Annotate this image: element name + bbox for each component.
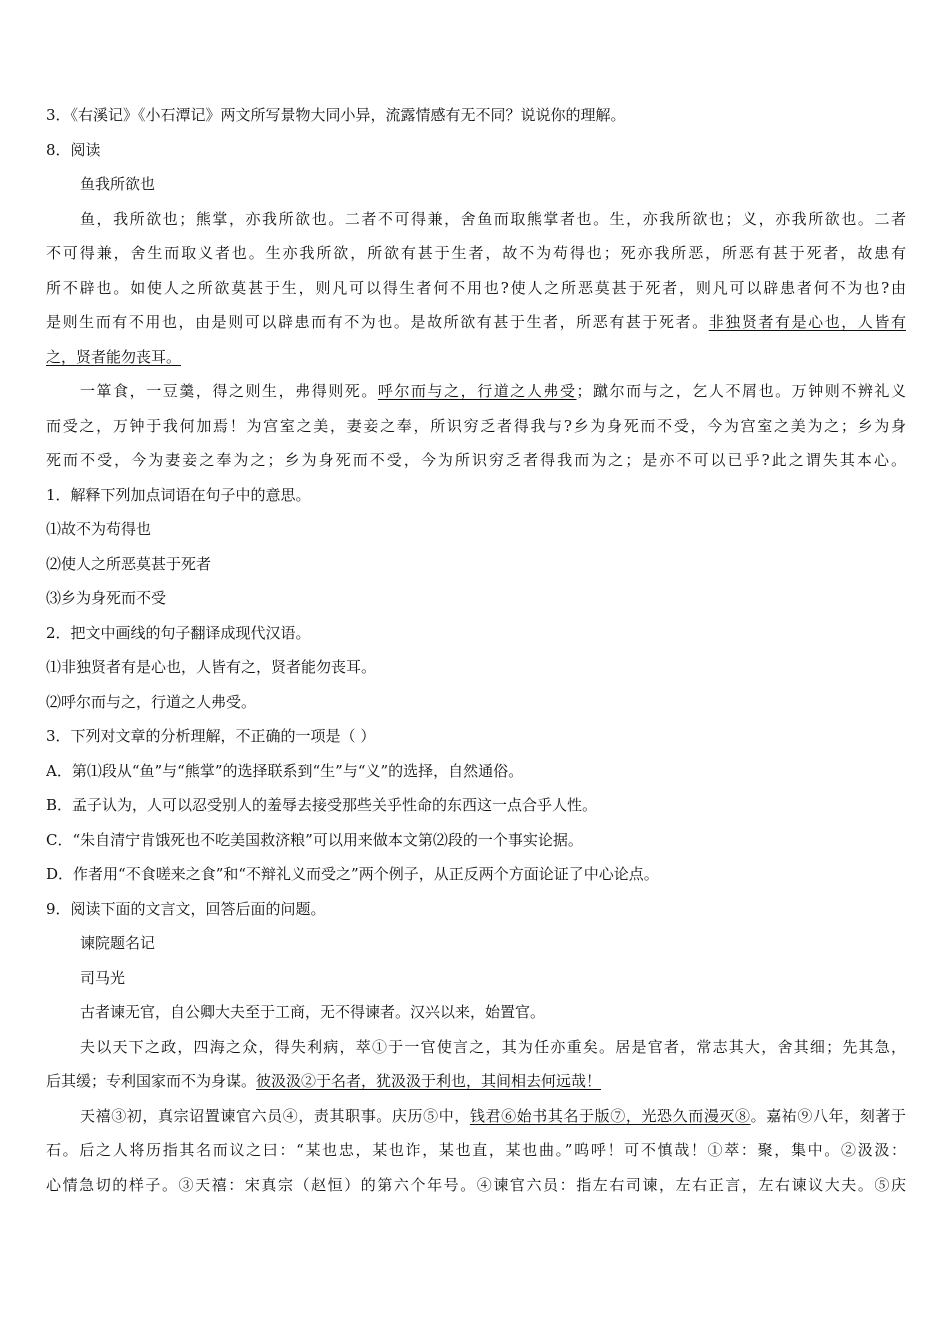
q8-p1-line3: 所不辟也。如使人之所欲莫甚于生，则凡可以得生者何不用也?使人之所恶莫甚于死者，则凡可以辟患者何不为也?由	[46, 278, 906, 297]
q9-p2-line1: 夫以天下之政，四海之众，得失利病，萃①于一官使言之，其为任亦重矣。居是官者，常志其大，舍其细；先其急，	[80, 1037, 906, 1056]
q8-sub3-option-a: A．第⑴段从“鱼”与“熊掌”的选择联系到“生”与“义”的选择，自然通俗。	[46, 761, 524, 780]
q8-p2-line1-text-a: 一箪食，一豆羹，得之则生，弗得则死。	[80, 382, 378, 400]
q8-p2-line3: 死而不受，今为妻妾之奉为之；乡为身死而不受，今为所识穷乏者得我而为之；是亦不可以已乎?此之谓失其本心。	[46, 451, 906, 469]
question-3-prev: 3．《右溪记》《小石潭记》两文所写景物大同小异，流露情感有无不同？说说你的理解。	[46, 106, 626, 124]
q8-sub2-item-1: ⑴非独贤者有是心也，人皆有之，贤者能勿丧耳。	[46, 658, 377, 676]
q8-sub1-title: 1．解释下列加点词语在句子中的意思。	[46, 485, 311, 504]
q9-heading: 9．阅读下面的文言文，回答后面的问题。	[46, 899, 326, 918]
q8-p2-line2: 而受之，万钟于我何加焉！为宫室之美，妻妾之奉，所识穷乏者得我与?乡为身死而不受，今为宫室之美为之；乡为身	[46, 416, 906, 435]
q8-sub2-item-2: ⑵呼尔而与之，行道之人弗受。	[46, 692, 257, 711]
q8-sub3-option-d: D．作者用“不食嗟来之食”和“不辩礼义而受之”两个例子，从正反两个方面论证了中心论点。	[46, 865, 659, 883]
q9-p3-line1	[46, 1099, 906, 1134]
q8-p1-line5	[46, 340, 906, 375]
underlined-sentence-4: 钱君⑥始书其名于版⑦，光恐久而漫灭⑧	[469, 1106, 751, 1125]
q9-p3-line1-text-b: 。嘉祐⑨八年，刻著于	[750, 1106, 906, 1125]
underlined-sentence-2: 呼尔而与之，行道之人弗受	[377, 382, 577, 400]
q8-p2-line1	[46, 374, 906, 409]
q9-p1: 古者谏无官，自公卿大夫至于工商，无不得谏者。汉兴以来，始置官。	[80, 1003, 546, 1021]
q8-sub2-title: 2．把文中画线的句子翻译成现代汉语。	[46, 623, 311, 642]
q9-p3-line3: 心情急切的样子。③天禧：宋真宗（赵恒）的第六个年号。④谏官六员：指左右司谏，左右正言，左右谏议大夫。⑤庆	[46, 1175, 906, 1194]
q8-p1-line4	[46, 305, 906, 340]
underlined-sentence-3: 彼汲汲②于名者，犹汲汲于利也，其间相去何远哉！	[256, 1072, 602, 1090]
q8-p2-line1-text-b: ；蹴尔而与之，乞人不屑也。万钟则不辨礼义	[576, 382, 906, 400]
q8-sub3-option-c: C．“朱自清宁肯饿死也不吃美国救济粮”可以用来做本文第⑵段的一个事实论据。	[46, 830, 583, 849]
q8-p1-line2: 不可得兼，舍生而取义者也。生亦我所欲，所欲有甚于生者，故不为苟得也；死亦我所恶，所恶有甚于死者，故患有	[46, 244, 906, 262]
q8-p1-line1: 鱼，我所欲也；熊掌，亦我所欲也。二者不可得兼，舍鱼而取熊掌者也。生，亦我所欲也；义，亦我所欲也。二者	[80, 209, 906, 228]
q9-p2-line2	[46, 1064, 906, 1099]
q9-p3-line1-text-a: 天禧③初，真宗诏置谏官六员④，责其职事。庆历⑤中，	[80, 1106, 470, 1125]
q8-sub3-title: 3．下列对文章的分析理解，不正确的一项是（ ）	[46, 727, 376, 745]
underlined-sentence-1b: 之，贤者能勿丧耳。	[46, 347, 182, 366]
q8-sub1-item-2: ⑵使人之所恶莫甚于死者	[46, 554, 212, 573]
q8-p1-line4-text: 是则生而有不用也，由是则可以辟患而有不为也。是故所欲有甚于生者，所恶有甚于死者。	[46, 313, 709, 331]
q8-sub3-option-b: B．孟子认为，人可以忍受别人的羞辱去接受那些关乎性命的东西这一点合乎人性。	[46, 796, 598, 814]
document-page	[46, 98, 906, 1202]
q9-author: 司马光	[80, 968, 126, 987]
q8-sub1-item-3: ⑶乡为身死而不受	[46, 589, 167, 607]
q8-passage-title: 鱼我所欲也	[80, 175, 156, 193]
q9-p2-line2-text: 后其缓；专利国家而不为身谋。	[46, 1072, 257, 1090]
q9-passage-title: 谏院题名记	[80, 934, 156, 952]
q8-sub1-item-1: ⑴故不为苟得也	[46, 520, 152, 538]
q9-p3-line2: 石。后之人将历指其名而议之曰：“某也忠，某也诈，某也直，某也曲。”呜呼！可不慎哉！①萃：聚，集中。②汲汲：	[46, 1141, 906, 1159]
q8-heading: 8．阅读	[46, 140, 101, 159]
underlined-sentence-1a: 非独贤者有是心也，人皆有	[708, 313, 906, 331]
